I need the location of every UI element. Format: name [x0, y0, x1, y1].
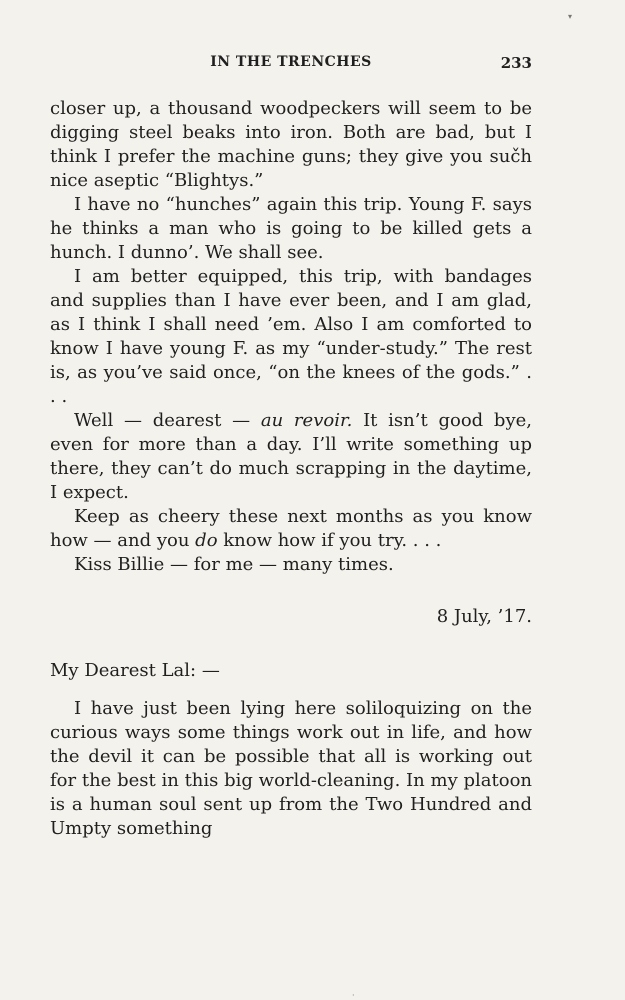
page-number: 233 — [500, 54, 532, 72]
cheery-paragraph — [50, 505, 532, 553]
letter-date: 8 July, ’17. — [436, 606, 532, 627]
page-text — [50, 97, 532, 841]
bottom-mark: · — [352, 991, 355, 1000]
cheery-prefix: Keep as cheery these next months as you know how — and you — [50, 506, 532, 551]
farewell-prefix: Well — dearest — — [74, 410, 261, 431]
kiss-line: Kiss Billie — for me — many times. — [74, 554, 394, 575]
farewell-paragraph — [50, 409, 532, 505]
letter-paragraph: I have just been lying here soliloquizing on the curious ways some things work out in life, and how the devil it can be possible that all is working out for the best in this big world-cleaning. In my platoon is a human soul sent up from the Two Hundred and Umpty something — [50, 698, 532, 839]
farewell-suffix: It isn’t good bye, even for more than a day. I’ll write something up there, they can’t do much scrapping in the daytime, I expect. — [50, 410, 532, 503]
paragraph-1: closer up, a thousand woodpeckers will seem to be digging steel beaks into iron. Both are bad, but I think I prefer the machine guns; they give you sučh nice aseptic “Blightys.” — [50, 98, 532, 191]
cheery-italic: do — [195, 530, 218, 551]
corner-mark: ▾ — [567, 12, 572, 21]
farewell-italic: au revoir. — [260, 410, 353, 431]
running-head: IN THE TRENCHES — [210, 54, 372, 70]
cheery-suffix: know how if you try. . . . — [217, 530, 442, 551]
salutation: My Dearest Lal: — — [50, 660, 220, 681]
paragraph-3: I am better equipped, this trip, with bandages and supplies than I have ever been, and I am glad, as I think I shall need ’em. Also I am comforted to know I have young F. as my “under-study.” The rest is, as you’ve said once, “on the knees of the gods.” . . . — [50, 266, 532, 407]
page-header — [50, 54, 532, 78]
paragraph-2: I have no “hunches” again this trip. Young F. says he thinks a man who is going to be killed gets a hunch. I dunno’. We shall see. — [50, 194, 532, 263]
